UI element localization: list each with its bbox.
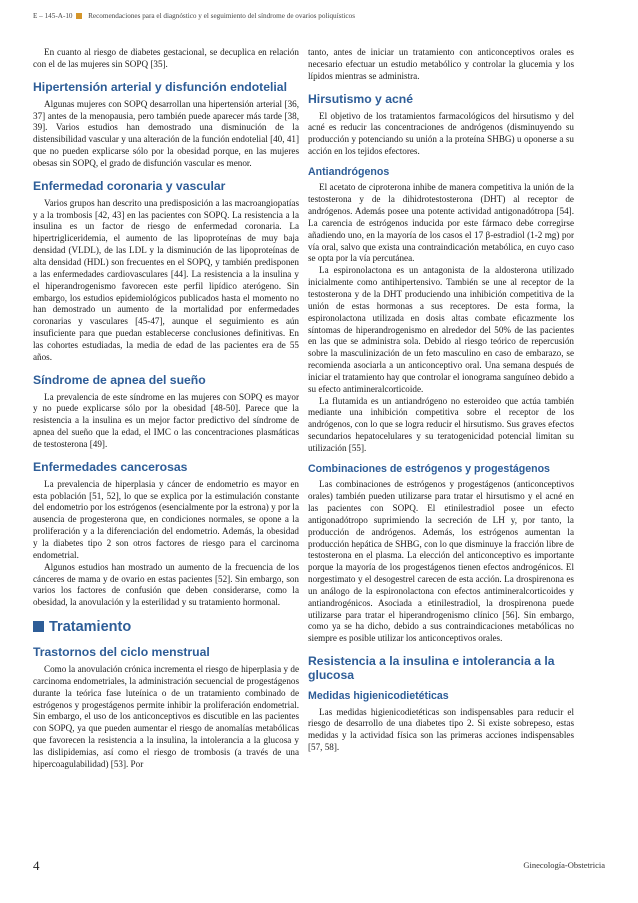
- right-column: [308, 47, 574, 839]
- subsection-heading: Antiandrógenos: [308, 165, 390, 178]
- left-column: [33, 47, 299, 839]
- paragraph: Algunos estudios han mostrado un aumento de la frecuencia de los cánceres de mama y de ovario en estas pacientes [52]. Sin embargo, son varios los factores de confusión que deben considerarse, como la obesidad, la anovulación y la esterilidad y su tratamiento hormonal.: [33, 561, 299, 608]
- paragraph: El acetato de ciproterona inhibe de manera competitiva la unión de la testosterona y de la dihidrotestosterona (DHT) al receptor de andrógenos. Además posee una potente actividad antigonadótropa [54]. La carencia de estrógenos inducida por este fármaco debe corregirse añadiendo uno, en la mayoría de los casos el 17 β-estradiol (1-2 mg) por vía oral, salvo que exista una contraindicación metabólica, en cuyo caso se opta por la vía percutánea.: [308, 182, 574, 264]
- paragraph: Varios grupos han descrito una predisposición a las macroangiopatías y a la trombosis [42, 43] en las pacientes con SOPQ. La resistencia a la insulina es un factor de riesgo de enfermedad coronaria. La hipertrigliceridemia, el aumento de las lipoproteínas de muy baja densidad (VLDL), de las LDL y la disminución de las lipoproteínas de alta densidad (HDL) son frecuentes en el SOPQ, y también predisponen a las enfermedades cardiovasculares [44]. La resistencia a la insulina y el hiperandrogenismo favorecen este perfil lipídico aterógeno. Sin embargo, los estudios epidemiológicos publicados hasta el momento no han demostrado un aumento de la mortalidad por enfermedades coronarias y vasculares [45-47], aunque el seguimiento es aún insuficiente para que puedan establecerse conclusiones definitivas. En las cohortes estudiadas, la media de edad de las pacientes era de 55 años.: [33, 197, 299, 362]
- section-heading: Enfermedades cancerosas: [33, 459, 188, 474]
- paragraph: Algunas mujeres con SOPQ desarrollan una hipertensión arterial [36, 37] antes de la menopausia, pero también puede aparecer más tarde [38, 39]. Varios estudios han demostrado una disminución de la distensibilidad vascular y una alteración de la función endotelial [40, 41] que no pueden explicarse sólo por la obesidad porque, en las mujeres obesas sin SOPQ, el grado de disfunción vascular es menor.: [33, 98, 299, 168]
- section-heading: Síndrome de apnea del sueño: [33, 372, 206, 387]
- paragraph: La flutamida es un antiandrógeno no esteroideo que actúa también mediante una inhibición competitiva sobre el receptor de los andrógenos, con lo que se logra reducir el hirsutismo. Sus graves efectos secundarios hepatocelulares y su teratogenicidad potencial limitan su utilización [55].: [308, 395, 574, 453]
- page-number: 4: [33, 858, 40, 873]
- header-square-icon: [76, 13, 82, 19]
- paragraph: tanto, antes de iniciar un tratamiento con anticonceptivos orales es necesario efectuar un estudio metabólico y controlar la glucemia y los lípidos mientras se administra.: [308, 47, 574, 81]
- subsection-heading: Medidas higienicodietéticas: [308, 690, 449, 703]
- paragraph: La prevalencia de este síndrome en las mujeres con SOPQ es mayor y no puede explicarse sólo por la obesidad [48-50]. Parece que la resistencia a la insulina es un mejor factor predictivo del síndrome de apnea del sueño que la edad, el IMC o las concentraciones plasmáticas de testosterona [49].: [33, 391, 299, 449]
- paragraph: El objetivo de los tratamientos farmacológicos del hirsutismo y del acné es reducir las concentraciones de andrógenos (disminuyendo su producción y potenciando su unión a la proteína SHBG) u oponerse a su acción en los tejidos efectores.: [308, 110, 574, 157]
- section-heading: Hipertensión arterial y disfunción endotelial: [33, 79, 287, 94]
- section-heading: Trastornos del ciclo menstrual: [33, 645, 210, 660]
- journal-name: Ginecología-Obstetricia: [523, 860, 605, 870]
- header-title: Recomendaciones para el diagnóstico y el seguimiento del síndrome de ovarios poliquísticos: [88, 12, 355, 20]
- subsection-heading: Combinaciones de estrógenos y progestágenos: [308, 462, 550, 475]
- paragraph: La espironolactona es un antagonista de la aldosterona utilizado inicialmente como antihipertensivo. También se une al receptor de la testosterona y de la DHT produciendo una inhibición competitiva de la unión de estas hormonas a sus receptores. De esta forma, la espironolactona utilizada en dosis altas combate eficazmente los síntomas de hiperandrogenismo en alrededor del 50% de las pacientes en las que se administra sola. Debido al riesgo teórico de repercusión sobre la masculinización de un feto masculino en caso de embarazo, se recomienda asociarla a un anticonceptivo oral. Una semana después de iniciar el tratamiento hay que controlar el ionograma sanguíneo debido a su efecto antimineralcorticoide.: [308, 265, 574, 394]
- section-heading: Hirsutismo y acné: [308, 91, 413, 106]
- header-code: E – 145-A-10: [33, 12, 73, 20]
- major-heading: [33, 619, 299, 636]
- paragraph: En cuanto al riesgo de diabetes gestacional, se decuplica en relación con el de las mujeres sin SOPQ [35].: [33, 47, 299, 69]
- section-heading: Resistencia a la insulina e intolerancia a la glucosa: [308, 654, 555, 683]
- paragraph: Como la anovulación crónica incrementa el riesgo de hiperplasia y de carcinoma endometriales, la administración secuencial de progestágenos durante la teórica fase luteínica o de un tratamiento combinado de estrógenos y progestágenos permite inhibir la proliferación endometrial. Sin embargo, el uso de los anticonceptivos es discutible en las pacientes con SOPQ, ya que pueden aumentar el riesgo de anomalías metabólicas que favorecen la resistencia a la insulina, la intolerancia a la glucosa y las dislipidemias, así como el riesgo de trombosis (a través de una hipercoagulabilidad) [53]. Por: [33, 664, 299, 769]
- major-heading-text: Tratamiento: [49, 619, 132, 636]
- section-square-icon: [33, 621, 44, 632]
- paragraph: Las combinaciones de estrógenos y progestágenos (anticonceptivos orales) también pueden utilizarse para tratar el hirsutismo y el acné en las pacientes con SOPQ. El etinilestradiol posee un efecto antigonadótropo suprimiendo la secreción de LH y, por tanto, la producción de andrógenos. Además, los estrógenos aumentan la producción hepática de SHBG, con lo que disminuye la fracción libre de testosterona en el plasma. La elección del anticonceptivo es importante porque la mayoría de los progestágenos tienen efectos androgénicos. El norgestimato y el desogestrel carecen de esta acción. La drospirenona es un análogo de la espironolactona con efectos antimineralcorticoides y antiandrogénicos. Asociada a etinilestradiol, la drospirenona puede utilizarse para tratar el hiperandrogenismo clínico [56]. Sin embargo, como ya se ha dicho, debido a sus contraindicaciones metabólicas no siempre es posible utilizar los anticonceptivos orales.: [308, 479, 574, 644]
- section-heading: Enfermedad coronaria y vascular: [33, 178, 226, 193]
- paragraph: La prevalencia de hiperplasia y cáncer de endometrio es mayor en esta población [51, 52], lo que se explica por la estimulación constante del endometrio por los estrógenos (esencialmente por la estrona) y por la ausencia de progesterona que, en condiciones normales, se opone a la proliferación y a la diferenciación del endometrio. Además, la obesidad y la diabetes tipo 2 son otros factores de riesgo para el carcinoma endometrial.: [33, 478, 299, 560]
- paragraph: Las medidas higienicodietéticas son indispensables para reducir el riesgo de desarrollo de una diabetes tipo 2. Si existe sobrepeso, estas medidas y la actividad física son las primeras acciones indispensables [57, 58].: [308, 706, 574, 753]
- running-header: [33, 12, 605, 26]
